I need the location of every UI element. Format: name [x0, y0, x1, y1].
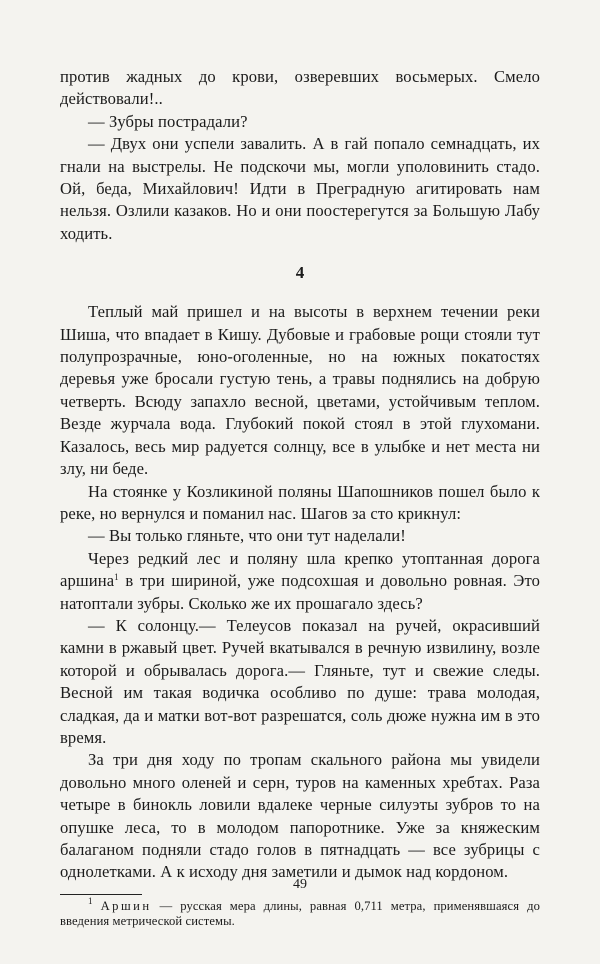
- footnote-term: Аршин: [100, 898, 152, 913]
- paragraph-exclamation: — Вы только гляньте, что они тут наделали!: [88, 526, 406, 546]
- paragraph-three-days: За три дня ходу по тропам скального района мы увидели довольно много оленей и серн, туров на каменных хребтах. Раза четыре в бинокль ловили вдалеке черные силуэты зубров то на опушке леса, то в молодом папоротнике. Уже за княжеским балаганом подняли стадо голов в пятнадцать — все зубрицы с однолетками. А к исходу дня заметили и дымок над кордоном.: [60, 750, 540, 882]
- paragraph-dialogue-question: — Зубры пострадали?: [88, 111, 248, 131]
- paragraph-continued: против жадных до крови, озверевших восьмерых. Смело действовали!..: [60, 67, 540, 109]
- paragraph-camp: На стоянке у Козликиной поляны Шапошников пошел было к реке, но вернулся и поманил нас. Шагов за сто крикнул:: [60, 481, 540, 523]
- paragraph-may: Теплый май пришел и на высоты в верхнем течении реки Шиша, что впадает в Кишу. Дубовые и грабовые рощи стояли тут полупрозрачные, юно-оголенные, но на южных покатостях деревья уже бросали густую тень, а травы поднялись на добрую четверть. Всюду запахло весной, цветами, устойчивым теплом. Везде журчала вода. Глубокий покой стоял в этой глухомани. Казалось, весь мир радуется солнцу, все в улыбке и нет места ни злу, ни беде.: [60, 302, 540, 479]
- paragraph-road-start: Через редкий лес и поляну шла крепко утоптанная дорога аршина: [60, 548, 540, 591]
- footnote-divider: [60, 894, 142, 895]
- page-number: 49: [293, 877, 307, 892]
- footnote: [60, 895, 540, 930]
- page-text: [60, 66, 540, 930]
- footnote-reference: 1: [114, 572, 119, 583]
- paragraph-salt-lick: — К солонцу.— Телеусов показал на ручей, окрасивший камни в ржавый цвет. Ручей вкатывался в речную извилину, возле которой и обрывалась дорога.— Гляньте, тут и свежие следы. Весной им такая водичка особливо по душе: трава молодая, сладкая, да и матки вот-вот разрешатся, соль дюже нужна им в это время.: [60, 615, 540, 747]
- footnote-mark: 1: [88, 895, 93, 906]
- paragraph-dialogue-answer: — Двух они успели завалить. А в гай попало семнадцать, их гнали на выстрелы. Не подскочи мы, могли уполовинить стадо. Ой, беда, Михайлович! Идти в Преградную агитировать нам нельзя. Озлили казаков. Но и они поостерегутся за Большую Лабу ходить.: [60, 134, 540, 243]
- paragraph-road: [60, 548, 540, 615]
- section-number: 4: [295, 263, 305, 283]
- footnote-text: — русская мера длины, равная 0,711 метра, применявшаяся до введения метрической системы.: [60, 898, 540, 929]
- paragraph-road-end: в три шириной, уже подсохшая и довольно ровная. Это натоптали зубры. Сколько же их прошагало здесь?: [60, 571, 540, 613]
